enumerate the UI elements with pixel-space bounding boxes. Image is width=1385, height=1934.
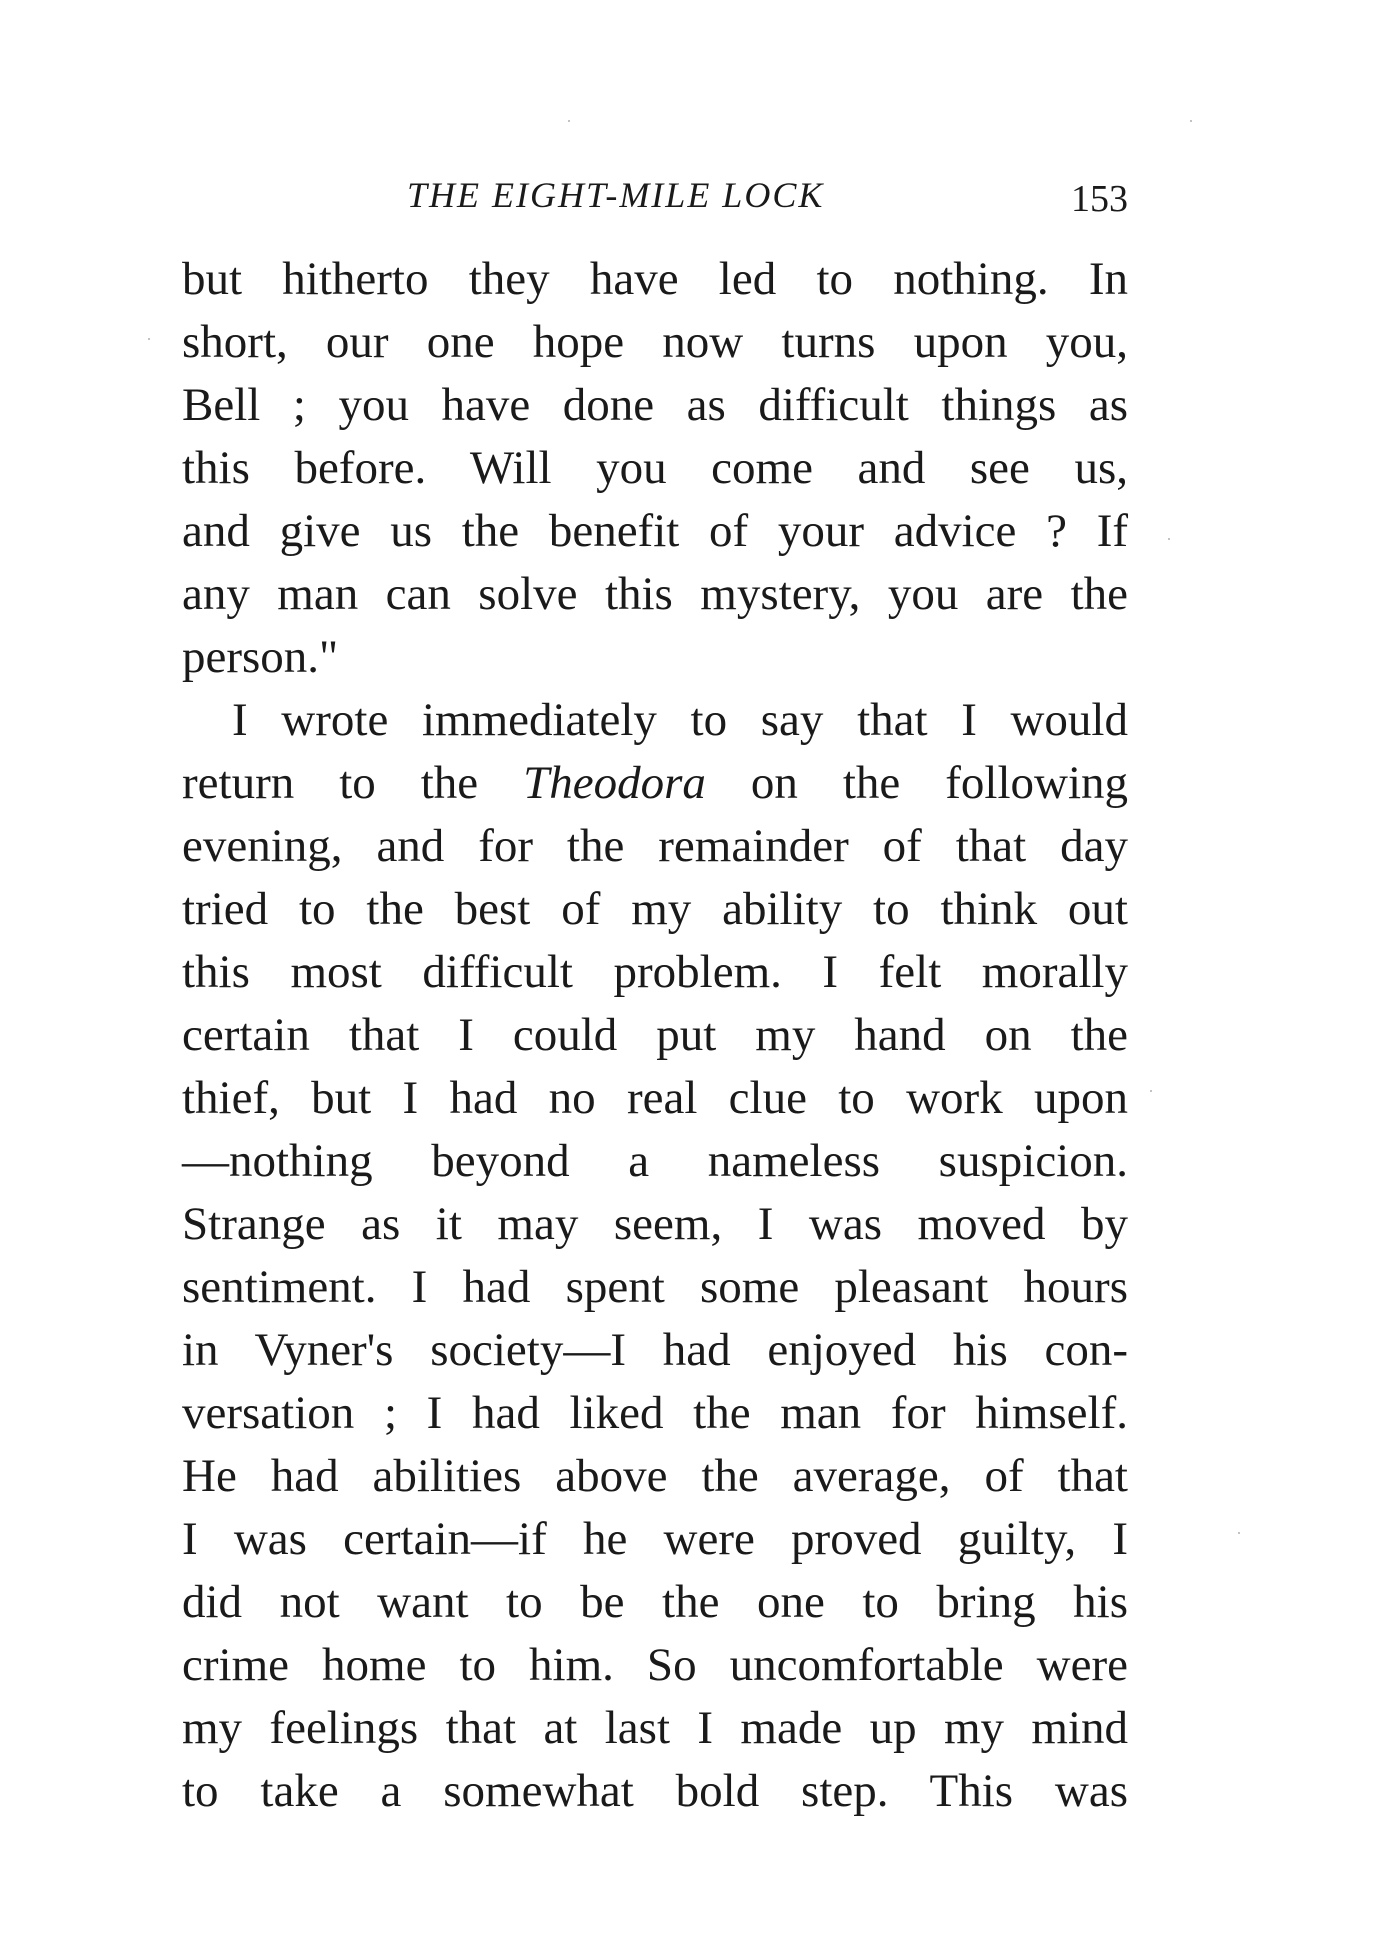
text-line: Bell ; you have done as difficult things as — [182, 379, 1128, 431]
text-line: versation ; I had liked the man for himself. — [182, 1387, 1128, 1439]
text-line: thief, but I had no real clue to work upon — [182, 1072, 1128, 1124]
paper-speck — [1238, 1532, 1240, 1534]
text-line: short, our one hope now turns upon you, — [182, 316, 1128, 368]
running-title: THE EIGHT-MILE LOCK — [407, 175, 825, 215]
text-line-with-italic — [182, 752, 1128, 815]
text-line: any man can solve this mystery, you are the — [182, 568, 1128, 620]
body-text — [182, 248, 1128, 1823]
page-number: 153 — [1071, 178, 1128, 220]
text-line: I wrote immediately to say that I would — [232, 694, 1128, 746]
text-segment: on the following — [750, 757, 1128, 809]
text-line: person." — [182, 631, 339, 683]
text-line: He had abilities above the average, of that — [182, 1450, 1128, 1502]
text-line: did not want to be the one to bring his — [182, 1576, 1128, 1628]
paper-speck — [1190, 120, 1192, 122]
text-line: in Vyner's society—I had enjoyed his con- — [182, 1324, 1128, 1376]
text-line: certain that I could put my hand on the — [182, 1009, 1128, 1061]
paper-speck — [1150, 1090, 1152, 1092]
text-segment: return to the — [182, 757, 479, 809]
text-line: but hitherto they have led to nothing. In — [182, 253, 1128, 305]
paper-speck — [568, 120, 570, 122]
text-line: evening, and for the remainder of that day — [182, 820, 1128, 872]
running-head — [182, 168, 1128, 222]
text-line: my feelings that at last I made up my mind — [182, 1702, 1128, 1754]
text-line: tried to the best of my ability to think out — [182, 883, 1128, 935]
paper-speck — [148, 338, 150, 340]
text-line: —nothing beyond a nameless suspicion. — [182, 1135, 1128, 1187]
text-line: I was certain—if he were proved guilty, I — [182, 1513, 1128, 1565]
text-line: this before. Will you come and see us, — [182, 442, 1128, 494]
text-line: crime home to him. So uncomfortable were — [182, 1639, 1128, 1691]
paper-speck — [1168, 538, 1170, 540]
text-line: and give us the benefit of your advice ? If — [182, 505, 1128, 557]
text-line: sentiment. I had spent some pleasant hours — [182, 1261, 1128, 1313]
text-line: to take a somewhat bold step. This was — [182, 1765, 1128, 1817]
ship-name-italic: Theodora — [523, 757, 706, 809]
text-line: this most difficult problem. I felt morally — [182, 946, 1128, 998]
text-line: Strange as it may seem, I was moved by — [182, 1198, 1128, 1250]
